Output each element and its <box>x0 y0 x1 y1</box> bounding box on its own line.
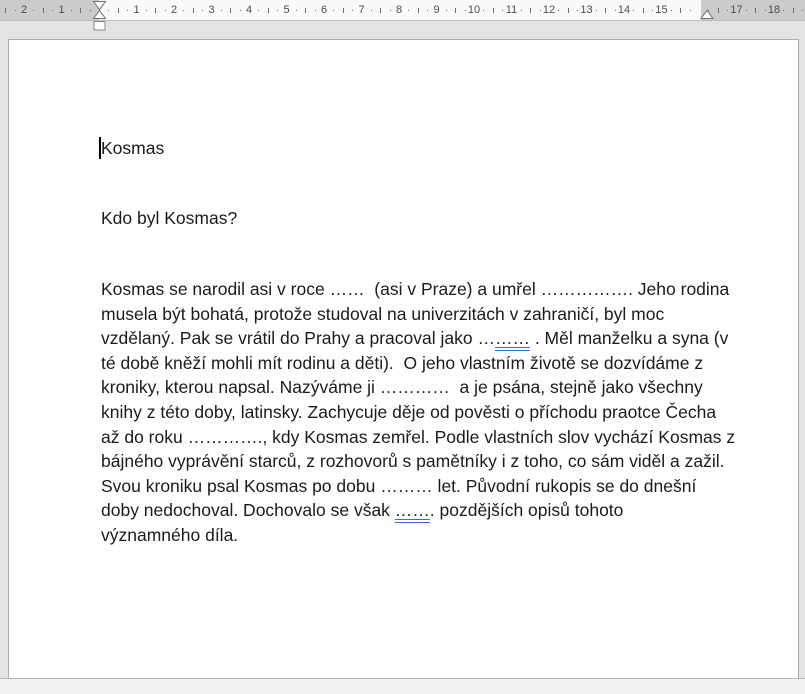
ruler-number: 11 <box>505 4 518 16</box>
ruler-tick <box>605 8 606 13</box>
ruler-dot <box>483 10 484 11</box>
ruler-number: 2 <box>170 4 178 16</box>
text-run[interactable]: bájného vyprávění starců, z rozhovorů s pamětníky i z toho, co sám viděl a zažil. <box>101 451 725 472</box>
ruler-tick <box>230 8 231 13</box>
text-line[interactable] <box>101 523 735 548</box>
ruler-tick <box>755 8 756 13</box>
ruler-dot <box>258 10 259 11</box>
ruler-dot <box>671 10 672 11</box>
ruler-dot <box>352 10 353 11</box>
text-line[interactable] <box>101 449 735 474</box>
ruler-tick <box>80 8 81 13</box>
ruler-dot <box>333 10 334 11</box>
ruler-dot <box>446 10 447 11</box>
ruler-dot <box>465 10 466 11</box>
ruler-tick <box>793 8 794 13</box>
ruler-tick <box>43 8 44 13</box>
text-line[interactable] <box>101 277 735 302</box>
ruler-tick <box>493 8 494 13</box>
text-run[interactable]: významného díla. <box>101 524 239 545</box>
text-run[interactable]: kroniky, kterou napsal. Nazýváme ji ………… a je psána, stejně jako všechny <box>101 377 703 398</box>
text-line[interactable] <box>101 474 735 499</box>
ruler-number: 7 <box>358 4 365 16</box>
document-heading-text[interactable]: Kdo byl Kosmas? <box>101 208 238 228</box>
ruler-dot <box>108 10 109 11</box>
ruler-dot <box>727 10 728 11</box>
text-run[interactable]: . Měl manželku a syna (v <box>529 328 729 349</box>
ruler-dot <box>633 10 634 11</box>
ruler-dot <box>296 10 297 11</box>
text-run[interactable]: . pozdějších opisů tohoto <box>429 500 624 521</box>
ruler-tick <box>343 8 344 13</box>
grammar-underlined-text[interactable]: …… <box>494 328 530 349</box>
ruler-dot <box>390 10 391 11</box>
ruler-dot <box>183 10 184 11</box>
ruler-number: 15 <box>655 4 668 16</box>
ruler-dot <box>502 10 503 11</box>
text-run[interactable]: Svou kroniku psal Kosmas po dobu ……… let. Původní rukopis se do dnešní <box>101 475 697 496</box>
ruler-tick <box>155 8 156 13</box>
ruler-number: 14 <box>617 4 631 16</box>
ruler-dot <box>540 10 541 11</box>
ruler-number: 1 <box>58 4 65 16</box>
text-line[interactable] <box>101 498 735 523</box>
ruler-dot <box>277 10 278 11</box>
ruler-number: 13 <box>580 4 593 16</box>
ruler-tick <box>568 8 569 13</box>
ruler-dot <box>146 10 147 11</box>
ruler-number: 2 <box>20 4 28 16</box>
text-line[interactable] <box>101 375 735 400</box>
ruler-dot <box>596 10 597 11</box>
ruler-dot <box>371 10 372 11</box>
ruler-dot <box>165 10 166 11</box>
text-run[interactable]: té době kněží mohli mít rodinu a děti). O jeho vlastním životě se dozvídáme z <box>101 352 704 373</box>
document-paragraph[interactable] <box>101 277 735 548</box>
ruler-dot <box>765 10 766 11</box>
text-line[interactable] <box>101 326 735 351</box>
text-run[interactable]: vzdělaný. Pak se vrátil do Prahy a pracoval jako … <box>101 328 495 349</box>
ruler-dot <box>71 10 72 11</box>
text-run[interactable]: knihy z této doby, latinsky. Zachycuje děje od pověsti o příchodu praotce Čecha <box>101 401 717 422</box>
ruler-dot <box>408 10 409 11</box>
ruler-tick <box>5 8 6 13</box>
ruler-tick <box>718 8 719 13</box>
bottom-strip <box>0 678 805 694</box>
ruler-dot <box>33 10 34 11</box>
text-line[interactable] <box>101 351 735 376</box>
ruler-tick <box>268 8 269 13</box>
ruler-dot <box>746 10 747 11</box>
ruler-tick <box>380 8 381 13</box>
text-run[interactable]: Kosmas se narodil asi v roce …… (asi v Praze) a umřel ……………. Jeho rodina <box>101 279 730 299</box>
ruler-tick <box>305 8 306 13</box>
ruler-dot <box>708 10 709 11</box>
ruler-dot <box>90 10 91 11</box>
ruler-tick <box>680 8 681 13</box>
grammar-underlined-text[interactable]: …… <box>394 500 430 521</box>
left-indent-handle[interactable] <box>94 22 105 31</box>
ruler-tick <box>643 8 644 13</box>
ruler-number: 6 <box>320 4 328 16</box>
ruler-number: 4 <box>245 4 253 16</box>
ruler-dot <box>427 10 428 11</box>
text-run[interactable]: doby nedochoval. Dochovalo se však <box>101 500 395 521</box>
ruler-number: 18 <box>767 4 781 16</box>
ruler-dot <box>521 10 522 11</box>
ruler-dot <box>783 10 784 11</box>
ruler-number: 10 <box>467 4 481 16</box>
ruler-number: 5 <box>283 4 290 16</box>
ruler-number: 1 <box>133 4 140 16</box>
ruler-dot <box>240 10 241 11</box>
ruler-dot <box>315 10 316 11</box>
ruler-tick <box>418 8 419 13</box>
ruler-dot <box>615 10 616 11</box>
ruler-dot <box>202 10 203 11</box>
ruler-dot <box>52 10 53 11</box>
ruler-dot <box>690 10 691 11</box>
ruler-number: 8 <box>395 4 403 16</box>
text-run[interactable]: až do roku …………., kdy Kosmas zemřel. Podle vlastních slov vychází Kosmas z <box>101 426 736 447</box>
ruler-dot <box>127 10 128 11</box>
text-line[interactable] <box>101 425 735 450</box>
text-run[interactable]: musela být bohatá, protože studoval na univerzitách v zahraničí, byl moc <box>101 303 665 324</box>
ruler-dot <box>577 10 578 11</box>
ruler-tick <box>455 8 456 13</box>
document-title-text[interactable]: Kosmas <box>101 138 165 158</box>
ruler-dot <box>802 10 803 11</box>
text-line[interactable] <box>101 400 735 425</box>
ruler-number: 3 <box>208 4 215 16</box>
ruler-number: 9 <box>433 4 440 16</box>
ruler-number: 12 <box>542 4 556 16</box>
ruler-tick <box>530 8 531 13</box>
ruler-dot <box>221 10 222 11</box>
horizontal-ruler[interactable] <box>0 0 805 21</box>
text-line[interactable] <box>101 302 735 327</box>
ruler-tick <box>193 8 194 13</box>
document-page[interactable] <box>8 39 799 679</box>
ruler-tick <box>118 8 119 13</box>
ruler-dot <box>652 10 653 11</box>
ruler-dot <box>558 10 559 11</box>
ruler-right-margin-zone <box>701 0 805 20</box>
ruler-dot <box>15 10 16 11</box>
ruler-number: 17 <box>730 4 743 16</box>
